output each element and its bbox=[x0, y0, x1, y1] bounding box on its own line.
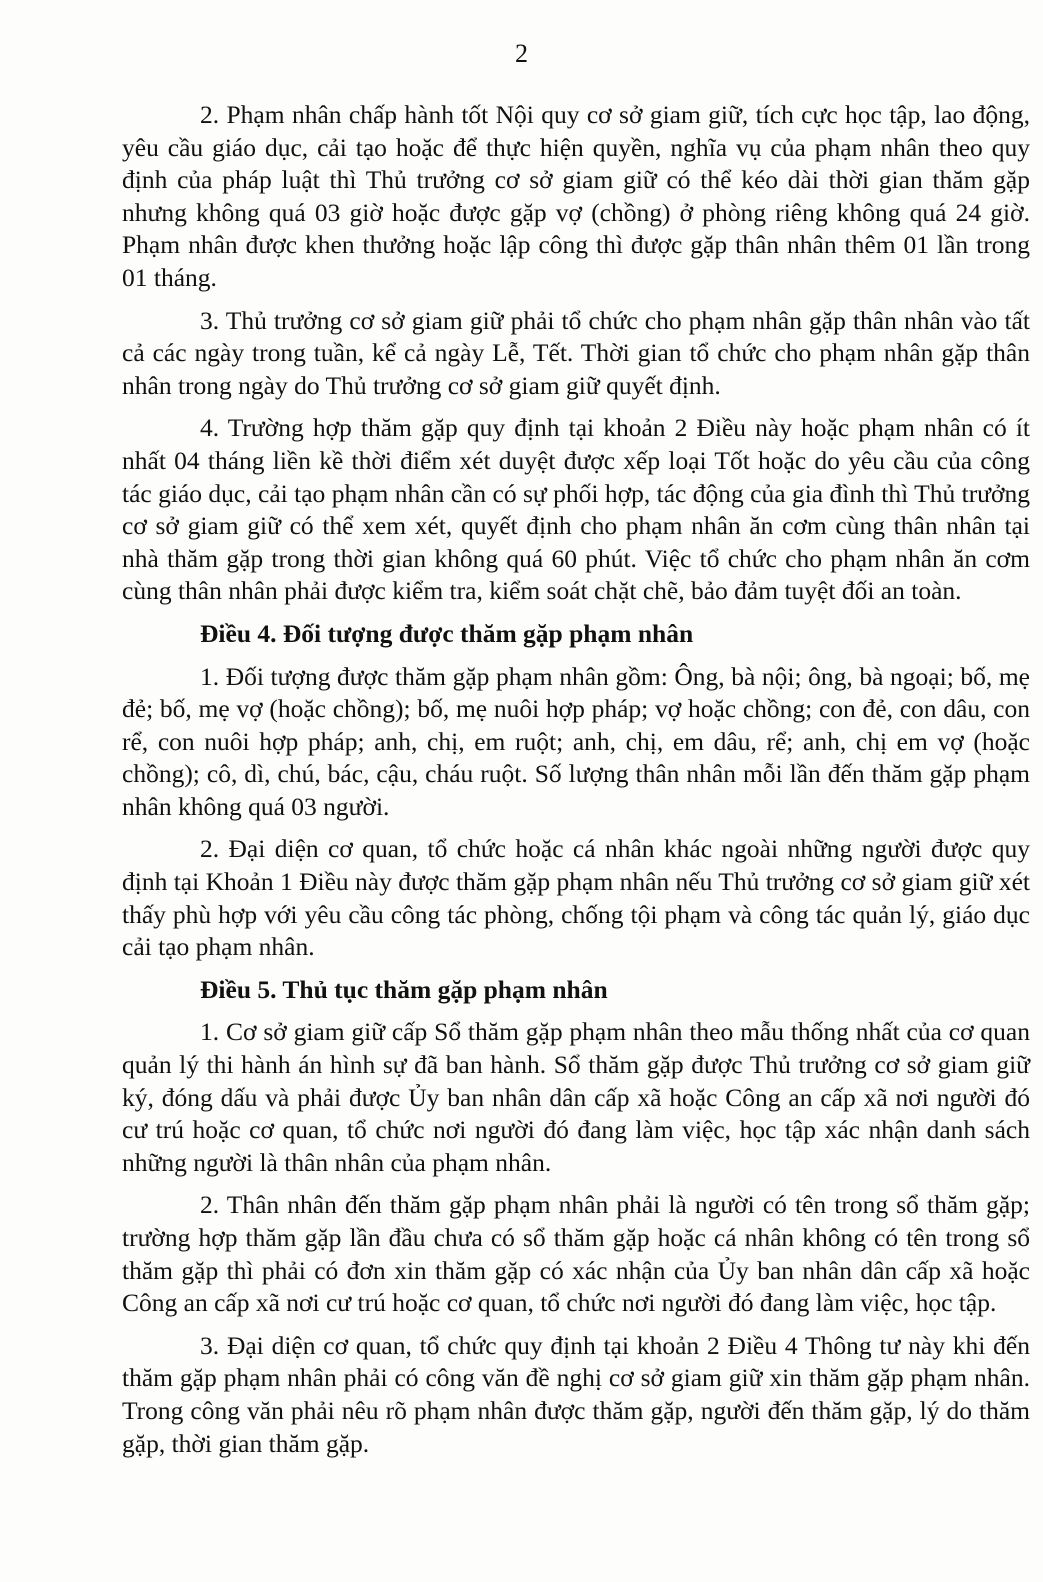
paragraph-article3-clause2: 2. Phạm nhân chấp hành tốt Nội quy cơ sở giam giữ, tích cực học tập, lao động, yêu cầu giáo dục, cải tạo hoặc để thực hiện quyền, nghĩa vụ của phạm nhân theo quy định của pháp luật thì Thủ trưởng cơ sở giam giữ có thể kéo dài thời gian thăm gặp nhưng không quá 03 giờ hoặc được gặp vợ (chồng) ở phòng riêng không quá 24 giờ. Phạm nhân được khen thưởng hoặc lập công thì được gặp thân nhân thêm 01 lần trong 01 tháng. bbox=[122, 100, 1030, 292]
paragraph-article3-clause3: 3. Thủ trưởng cơ sở giam giữ phải tổ chức cho phạm nhân gặp thân nhân vào tất cả các ngày trong tuần, kể cả ngày Lễ, Tết. Thời gian tổ chức cho phạm nhân gặp thân nhân trong ngày do Thủ trưởng cơ sở giam giữ quyết định. bbox=[122, 305, 1030, 400]
article-4-heading: Điều 4. Đối tượng được thăm gặp phạm nhân bbox=[200, 618, 694, 648]
paragraph-article5-clause1: 1. Cơ sở giam giữ cấp Sổ thăm gặp phạm nhân theo mẫu thống nhất của cơ quan quản lý thi hành án hình sự đã ban hành. Sổ thăm gặp được Thủ trưởng cơ sở giam giữ ký, đóng dấu và phải được Ủy ban nhân dân cấp xã hoặc Công an cấp xã nơi người đó cư trú hoặc cơ quan, tổ chức nơi người đó đang làm việc, học tập xác nhận danh sách những người là thân nhân của phạm nhân. bbox=[122, 1017, 1030, 1177]
article-5-heading: Điều 5. Thủ tục thăm gặp phạm nhân bbox=[200, 974, 608, 1004]
paragraph-article4-clause1: 1. Đối tượng được thăm gặp phạm nhân gồm: Ông, bà nội; ông, bà ngoại; bố, mẹ đẻ; bố, mẹ vợ (hoặc chồng); bố, mẹ nuôi hợp pháp; vợ hoặc chồng; con đẻ, con dâu, con rể, con nuôi hợp pháp; anh, chị, em ruột; anh, chị, em dâu, rể; anh, chị em vợ (hoặc chồng); cô, dì, chú, bác, cậu, cháu ruột. Số lượng thân nhân mỗi lần đến thăm gặp phạm nhân không quá 03 người. bbox=[122, 661, 1030, 821]
document-body bbox=[122, 99, 1030, 1470]
page-number: 2 bbox=[515, 39, 528, 68]
paragraph-article5-clause2: 2. Thân nhân đến thăm gặp phạm nhân phải là người có tên trong sổ thăm gặp; trường hợp thăm gặp lần đầu chưa có sổ thăm gặp hoặc cá nhân không có tên trong sổ thăm gặp thì phải có đơn xin thăm gặp có xác nhận của Ủy ban nhân dân cấp xã hoặc Công an cấp xã nơi cư trú hoặc cơ quan, tổ chức nơi người đó đang làm việc, học tập. bbox=[122, 1190, 1030, 1318]
paragraph-article4-clause2: 2. Đại diện cơ quan, tổ chức hoặc cá nhân khác ngoài những người được quy định tại Khoản 1 Điều này được thăm gặp phạm nhân nếu Thủ trưởng cơ sở giam giữ xét thấy phù hợp với yêu cầu công tác phòng, chống tội phạm và công tác quản lý, giáo dục cải tạo phạm nhân. bbox=[122, 834, 1030, 962]
paragraph-article3-clause4: 4. Trường hợp thăm gặp quy định tại khoản 2 Điều này hoặc phạm nhân có ít nhất 04 tháng liền kề thời điểm xét duyệt được xếp loại Tốt hoặc do yêu cầu của công tác giáo dục, cải tạo phạm nhân cần có sự phối hợp, tác động của gia đình thì Thủ trưởng cơ sở giam giữ có thể xem xét, quyết định cho phạm nhân ăn cơm cùng thân nhân tại nhà thăm gặp trong thời gian không quá 60 phút. Việc tổ chức cho phạm nhân ăn cơm cùng thân nhân phải được kiểm tra, kiểm soát chặt chẽ, bảo đảm tuyệt đối an toàn. bbox=[122, 413, 1030, 606]
paragraph-article5-clause3: 3. Đại diện cơ quan, tổ chức quy định tại khoản 2 Điều 4 Thông tư này khi đến thăm gặp phạm nhân phải có công văn đề nghị cơ sở giam giữ xin thăm gặp phạm nhân. Trong công văn phải nêu rõ phạm nhân được thăm gặp, người đến thăm gặp, lý do thăm gặp, thời gian thăm gặp. bbox=[122, 1330, 1030, 1458]
